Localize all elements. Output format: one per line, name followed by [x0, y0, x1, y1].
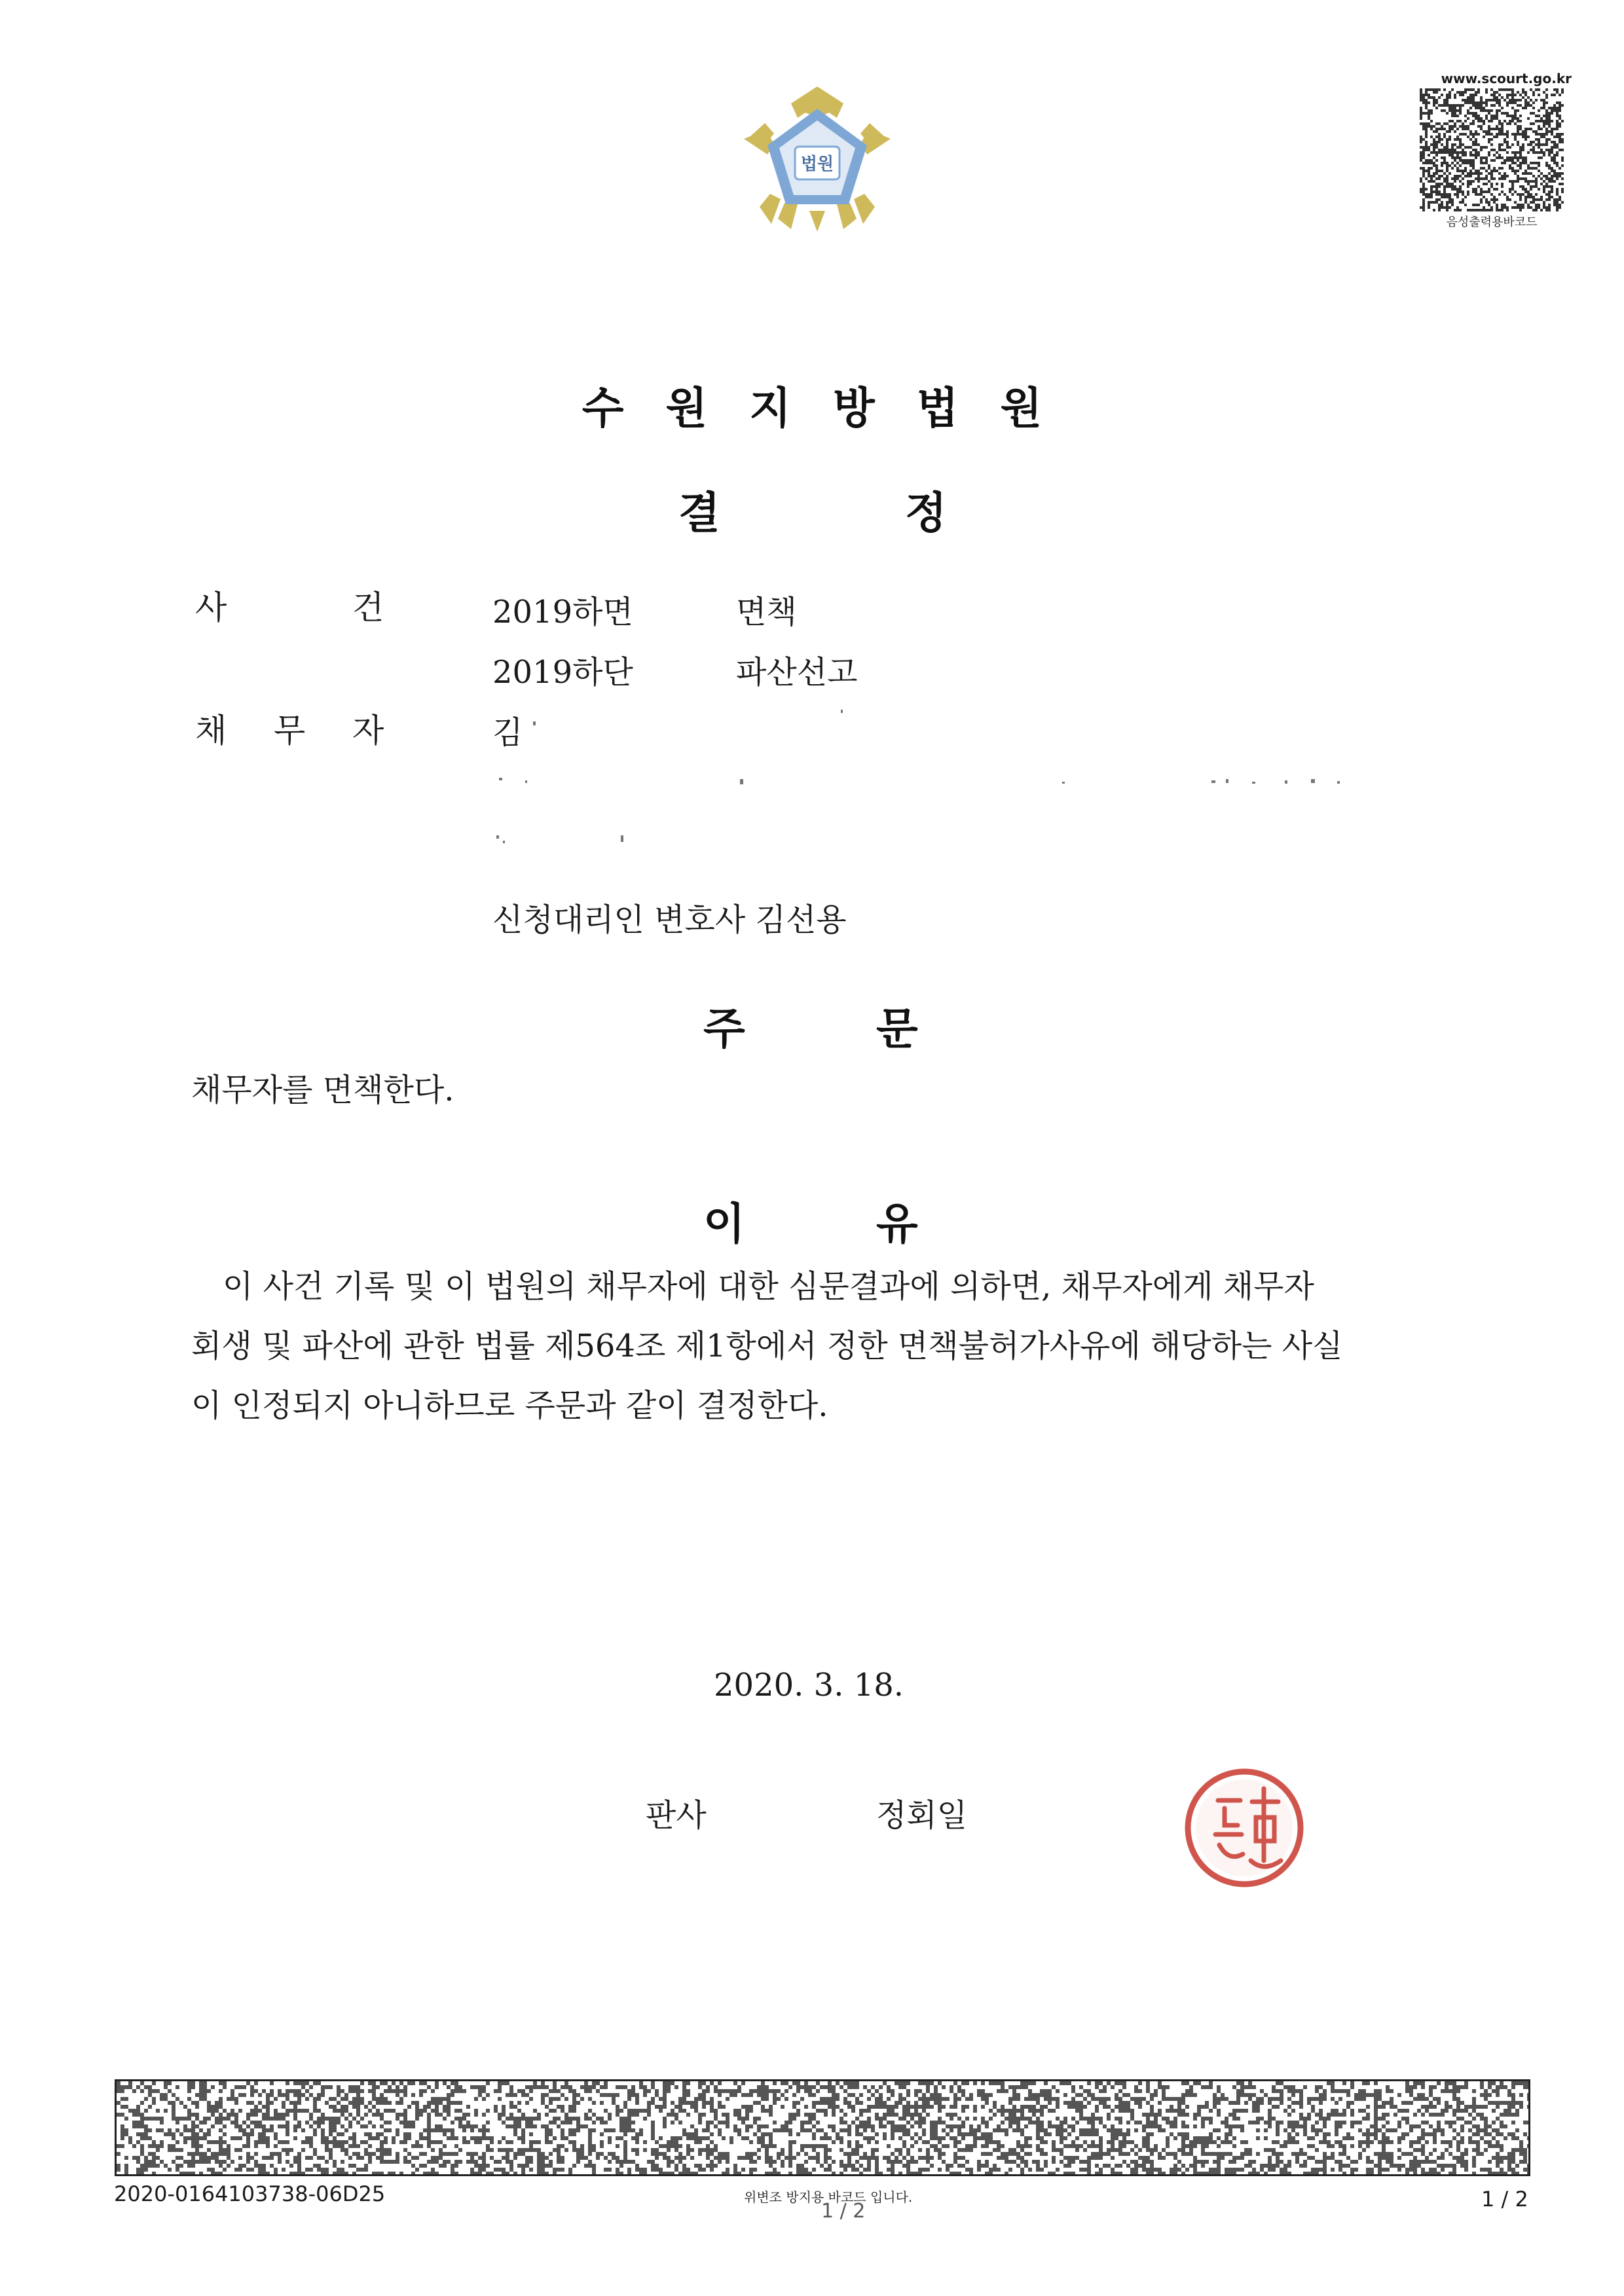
reason-heading-right: 유 — [876, 1199, 918, 1249]
order-heading-left: 주 — [703, 1004, 745, 1054]
case-label-left: 사 — [195, 589, 227, 627]
debtor-label-3: 자 — [352, 712, 384, 750]
qr-code — [1420, 88, 1564, 211]
order-text: 채무자를 면책한다. — [191, 1072, 454, 1108]
qr-caption: 음성출력용바코드 — [1446, 215, 1538, 229]
court-emblem-logo — [739, 84, 896, 234]
debtor-label-2: 무 — [274, 712, 306, 750]
debtor-agent: 신청대리인 변호사 김선용 — [492, 902, 847, 938]
reason-line-3: 이 인정되지 아니하므로 주문과 같이 결정한다. — [191, 1387, 828, 1424]
qr-url: www.scourt.go.kr — [1441, 71, 1572, 86]
redacted-area — [492, 707, 1409, 858]
case-label-right: 건 — [352, 589, 384, 627]
reason-line-2: 회생 및 파산에 관한 법률 제564조 제1항에서 정한 면책불허가사유에 해당하는 사실 — [191, 1328, 1343, 1364]
judge-name: 정회일 — [876, 1797, 968, 1834]
judge-seal — [1179, 1762, 1310, 1893]
footer-page-number: 1 / 2 — [1481, 2187, 1528, 2212]
case-number-1: 2019하면 — [492, 594, 633, 630]
judge-title: 판사 — [646, 1797, 707, 1834]
court-name: 수원지방법원 — [581, 383, 1084, 433]
footer-note: 위변조 방지용 바코드 입니다. — [744, 2189, 913, 2205]
anti-forgery-barcode — [115, 2079, 1530, 2176]
case-number-2: 2019하단 — [492, 654, 633, 691]
case-type-2: 파산선고 — [736, 654, 858, 691]
case-type-1: 면책 — [736, 594, 797, 630]
reason-line-1: 이 사건 기록 및 이 법원의 채무자에 대한 심문결과에 의하면, 채무자에게 채무자 — [223, 1268, 1314, 1305]
debtor-name: 김 — [492, 714, 523, 751]
footer-doc-id: 2020-0164103738-06D25 — [114, 2181, 386, 2206]
order-heading-right: 문 — [876, 1004, 918, 1054]
emblem-text: 법원 — [800, 155, 834, 174]
reason-heading-left: 이 — [703, 1199, 745, 1249]
decision-date: 2020. 3. 18. — [714, 1667, 904, 1704]
footer-center-page: 1 / 2 — [821, 2200, 866, 2223]
debtor-label-1: 채 — [195, 712, 227, 750]
doc-title-left: 결 — [678, 488, 720, 538]
doc-title-right: 정 — [905, 488, 947, 538]
